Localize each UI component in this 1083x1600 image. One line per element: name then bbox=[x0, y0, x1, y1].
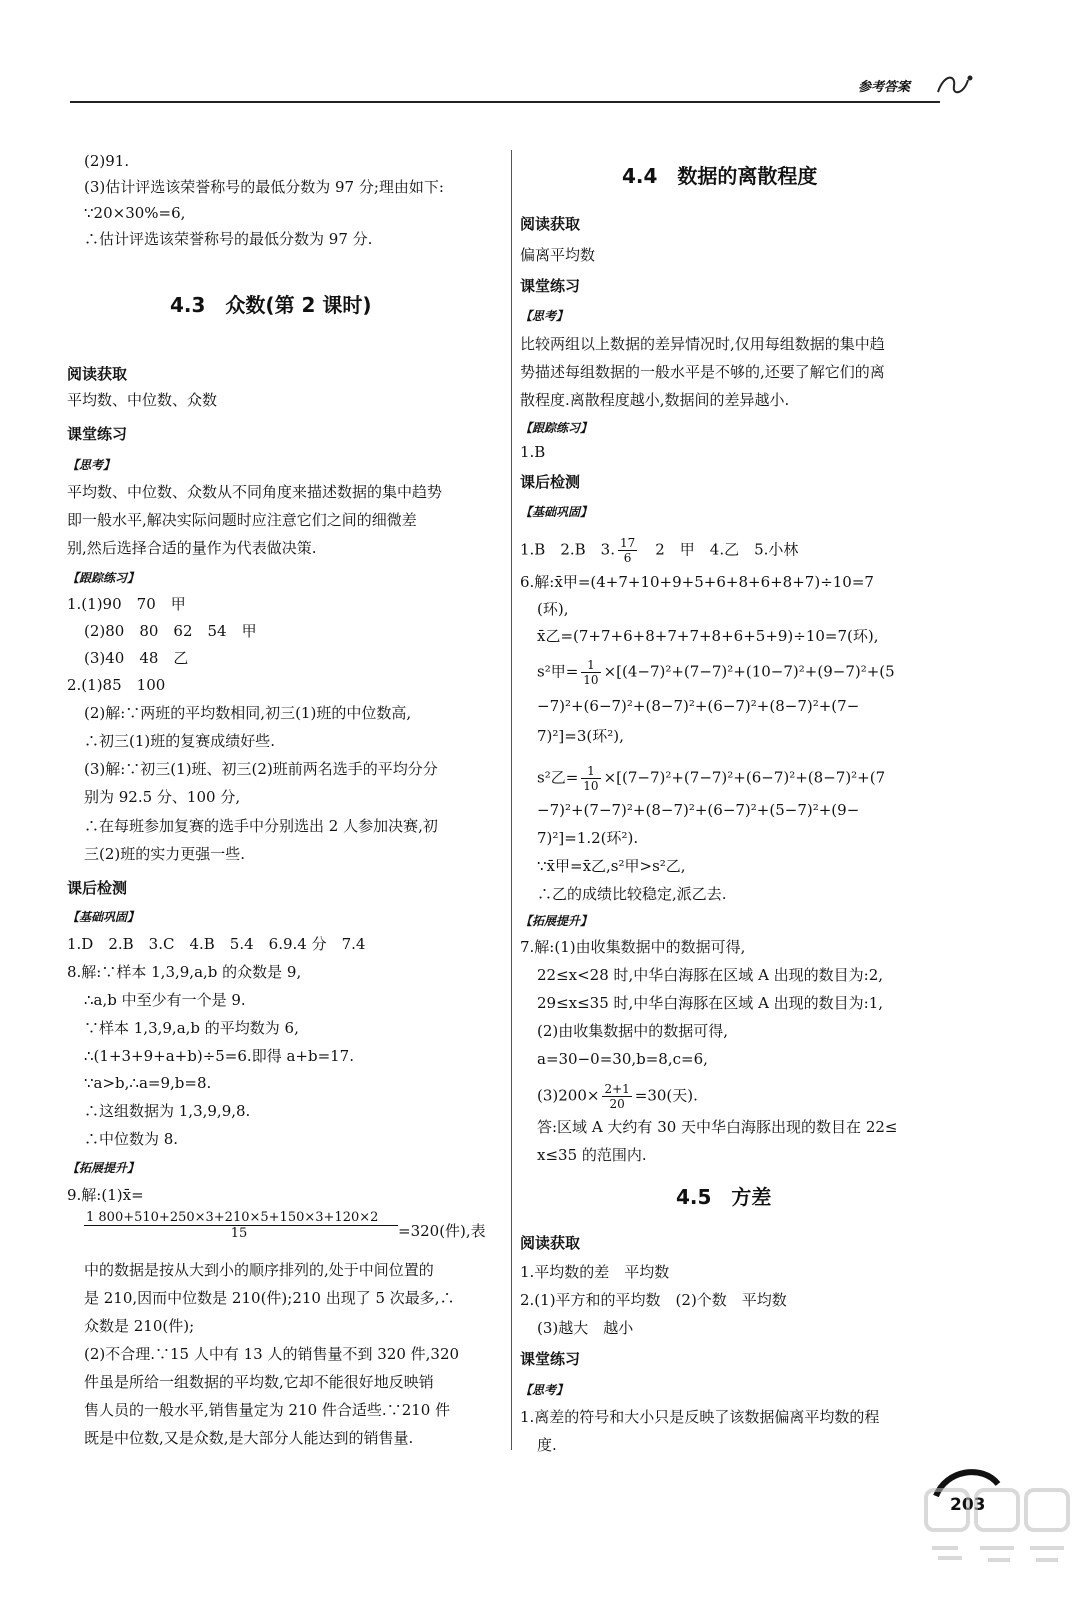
fraction-numerator: 1 bbox=[581, 658, 600, 673]
tag-basics: 【基础巩固】 bbox=[67, 910, 140, 924]
text-line: 答:区域 A 大约有 30 天中华白海豚出现的数目在 22≤ bbox=[537, 1118, 898, 1136]
text-line: 是 210,因而中位数是 210(件);210 出现了 5 次最多,∴ bbox=[84, 1289, 455, 1307]
subheading-reading: 阅读获取 bbox=[520, 215, 581, 233]
text-segment: 1.B 2.B 3. bbox=[520, 540, 615, 559]
text-line: 7)²]=1.2(环²). bbox=[537, 829, 639, 847]
text-line: 1.B bbox=[520, 443, 546, 461]
text-line: 7.解:(1)由收集数据中的数据可得, bbox=[520, 938, 746, 956]
text-segment: =30(天). bbox=[634, 1086, 698, 1105]
text-line: (3)40 48 乙 bbox=[84, 649, 189, 667]
text-line: ∴乙的成绩比较稳定,派乙去. bbox=[537, 885, 727, 903]
fraction-3-20 bbox=[602, 1082, 631, 1111]
tag-tracking: 【跟踪练习】 bbox=[520, 421, 593, 435]
tag-basics: 【基础巩固】 bbox=[520, 505, 593, 519]
subheading-after-class: 课后检测 bbox=[520, 473, 581, 491]
text-line: 势描述每组数据的一般水平是不够的,还要了解它们的离 bbox=[520, 363, 885, 381]
tag-extension: 【拓展提升】 bbox=[67, 1161, 140, 1175]
text-line: ∵样本 1,3,9,a,b 的平均数为 6, bbox=[84, 1019, 299, 1037]
text-line: (2)不合理.∵15 人中有 13 人的销售量不到 320 件,320 bbox=[84, 1345, 460, 1363]
subheading-after-class: 课后检测 bbox=[67, 879, 128, 897]
text-line: 中的数据是按从大到小的顺序排列的,处于中间位置的 bbox=[84, 1261, 434, 1279]
text-segment: ×[(4−7)²+(7−7)²+(10−7)²+(9−7)²+(5 bbox=[603, 662, 895, 681]
variance-b-line bbox=[537, 764, 885, 793]
text-line: a=30−0=30,b=8,c=6, bbox=[537, 1050, 708, 1068]
text-line: −7)²+(7−7)²+(8−7)²+(6−7)²+(5−7)²+(9− bbox=[537, 801, 860, 819]
text-line: (3)越大 越小 bbox=[537, 1319, 634, 1337]
text-line: 别为 92.5 分、100 分, bbox=[84, 788, 241, 806]
text-segment: (3)200× bbox=[537, 1086, 600, 1105]
text-segment: s²甲= bbox=[537, 662, 579, 681]
text-line: 9.解:(1)x̄= bbox=[67, 1186, 144, 1204]
subheading-reading: 阅读获取 bbox=[520, 1234, 581, 1252]
text-line: 2.(1)85 100 bbox=[67, 676, 166, 694]
text-line: 2.(1)平方和的平均数 (2)个数 平均数 bbox=[520, 1291, 787, 1309]
watermark-logo bbox=[918, 1478, 1078, 1588]
header-swirl-ornament bbox=[934, 70, 974, 100]
fraction-denominator: 10 bbox=[583, 779, 599, 793]
page-number: 203 bbox=[950, 1495, 986, 1515]
text-line: (3)估计评选该荣誉称号的最低分数为 97 分;理由如下: bbox=[84, 178, 444, 196]
text-line: 22≤x<28 时,中华白海豚在区域 A 出现的数目为:2, bbox=[537, 966, 884, 984]
fraction-denominator: 10 bbox=[583, 673, 599, 687]
fraction-1-10 bbox=[581, 764, 600, 793]
fraction-numerator: 1 bbox=[581, 764, 600, 779]
text-segment: 2 甲 4.乙 5.小林 bbox=[640, 540, 799, 559]
variance-a-line bbox=[537, 658, 895, 687]
text-line: 1.平均数的差 平均数 bbox=[520, 1263, 670, 1281]
fraction-denominator: 20 bbox=[609, 1097, 625, 1111]
text-line: 散程度.离散程度越小,数据间的差异越小. bbox=[520, 391, 790, 409]
text-line: 8.解:∵样本 1,3,9,a,b 的众数是 9, bbox=[67, 963, 302, 981]
fraction-17-6 bbox=[618, 536, 637, 565]
text-line: 件虽是所给一组数据的平均数,它却不能很好地反映销 bbox=[84, 1373, 434, 1391]
text-line: (3)解:∵初三(1)班、初三(2)班前两名选手的平均分分 bbox=[84, 760, 438, 778]
text-line: x≤35 的范围内. bbox=[537, 1146, 647, 1164]
text-line: 平均数、中位数、众数 bbox=[67, 391, 218, 409]
answers-1-5 bbox=[520, 536, 798, 565]
tag-extension: 【拓展提升】 bbox=[520, 914, 593, 928]
section-title-4-5: 4.5 方差 bbox=[676, 1185, 772, 1209]
text-line: 售人员的一般水平,销售量定为 210 件合适些.∵210 件 bbox=[84, 1401, 451, 1419]
text-line: 众数是 210(件); bbox=[84, 1317, 195, 1335]
text-line: (2)80 80 62 54 甲 bbox=[84, 622, 257, 640]
text-line: ∴a,b 中至少有一个是 9. bbox=[84, 991, 246, 1009]
section-title-4-3: 4.3 众数(第 2 课时) bbox=[170, 293, 372, 317]
header-rule bbox=[70, 101, 940, 103]
text-line: 1.离差的符号和大小只是反映了该数据偏离平均数的程 bbox=[520, 1408, 880, 1426]
text-line: x̄乙=(7+7+6+8+7+7+8+6+5+9)÷10=7(环), bbox=[537, 627, 879, 645]
q9-mean-fraction bbox=[84, 1210, 398, 1241]
text-line: 度. bbox=[537, 1436, 557, 1454]
text-line: (2)解:∵两班的平均数相同,初三(1)班的中位数高, bbox=[84, 704, 412, 722]
text-line: (环), bbox=[537, 600, 569, 618]
text-line: ∴初三(1)班的复赛成绩好些. bbox=[84, 732, 276, 750]
fraction-numerator: 1 800+510+250×3+210×5+150×3+120×2 bbox=[84, 1210, 398, 1226]
fraction-1-10 bbox=[581, 658, 600, 687]
text-line: ∴估计评选该荣誉称号的最低分数为 97 分. bbox=[84, 230, 373, 248]
text-line: 1.(1)90 70 甲 bbox=[67, 595, 186, 613]
tag-thinking: 【思考】 bbox=[520, 309, 569, 323]
text-line: ∴中位数为 8. bbox=[84, 1130, 179, 1148]
tag-tracking: 【跟踪练习】 bbox=[67, 571, 140, 585]
text-line: 比较两组以上数据的差异情况时,仅用每组数据的集中趋 bbox=[520, 335, 885, 353]
text-line: 别,然后选择合适的量作为代表做决策. bbox=[67, 539, 317, 557]
subheading-practice: 课堂练习 bbox=[67, 425, 128, 443]
text-line: 7)²]=3(环²), bbox=[537, 727, 624, 745]
text-line: 偏离平均数 bbox=[520, 246, 596, 264]
text-line: 1.D 2.B 3.C 4.B 5.4 6.9.4 分 7.4 bbox=[67, 935, 366, 953]
header-title: 参考答案 bbox=[858, 80, 911, 95]
text-line: ∵x̄甲=x̄乙,s²甲>s²乙, bbox=[537, 857, 686, 875]
text-segment: ×[(7−7)²+(7−7)²+(6−7)²+(8−7)²+(7 bbox=[603, 768, 886, 787]
subheading-practice: 课堂练习 bbox=[520, 1350, 581, 1368]
text-line: ∵20×30%=6, bbox=[84, 204, 186, 222]
text-line: 既是中位数,又是众数,是大部分人能达到的销售量. bbox=[84, 1429, 414, 1447]
text-line: ∴(1+3+9+a+b)÷5=6.即得 a+b=17. bbox=[84, 1047, 354, 1065]
text-line: =320(件),表 bbox=[398, 1222, 486, 1240]
text-line: (2)由收集数据中的数据可得, bbox=[537, 1022, 729, 1040]
subheading-practice: 课堂练习 bbox=[520, 277, 581, 295]
text-line: ∴这组数据为 1,3,9,9,8. bbox=[84, 1102, 251, 1120]
text-line: −7)²+(6−7)²+(8−7)²+(6−7)²+(8−7)²+(7− bbox=[537, 697, 860, 715]
section-title-4-4: 4.4 数据的离散程度 bbox=[622, 164, 818, 188]
text-line: 三(2)班的实力更强一些. bbox=[84, 845, 246, 863]
fraction-numerator: 17 bbox=[619, 536, 636, 550]
text-line: 即一般水平,解决实际问题时应注意它们之间的细微差 bbox=[67, 511, 417, 529]
text-line: (2)91. bbox=[84, 152, 130, 170]
fraction-denominator: 6 bbox=[623, 551, 632, 565]
text-line: 29≤x≤35 时,中华白海豚在区域 A 出现的数目为:1, bbox=[537, 994, 884, 1012]
fraction-denominator: 15 bbox=[230, 1226, 248, 1241]
text-line: ∵a>b,∴a=9,b=8. bbox=[84, 1074, 212, 1092]
tag-thinking: 【思考】 bbox=[67, 458, 116, 472]
column-divider bbox=[511, 150, 512, 1450]
text-line: 平均数、中位数、众数从不同角度来描述数据的集中趋势 bbox=[67, 483, 443, 501]
subheading-reading: 阅读获取 bbox=[67, 365, 128, 383]
tag-thinking: 【思考】 bbox=[520, 1383, 569, 1397]
text-segment: s²乙= bbox=[537, 768, 579, 787]
q7-3-line bbox=[537, 1082, 698, 1111]
fraction-numerator: 2+1 bbox=[604, 1082, 630, 1096]
text-line: ∴在每班参加复赛的选手中分别选出 2 人参加决赛,初 bbox=[84, 817, 438, 835]
text-line: 6.解:x̄甲=(4+7+10+9+5+6+8+6+8+7)÷10=7 bbox=[520, 573, 874, 591]
